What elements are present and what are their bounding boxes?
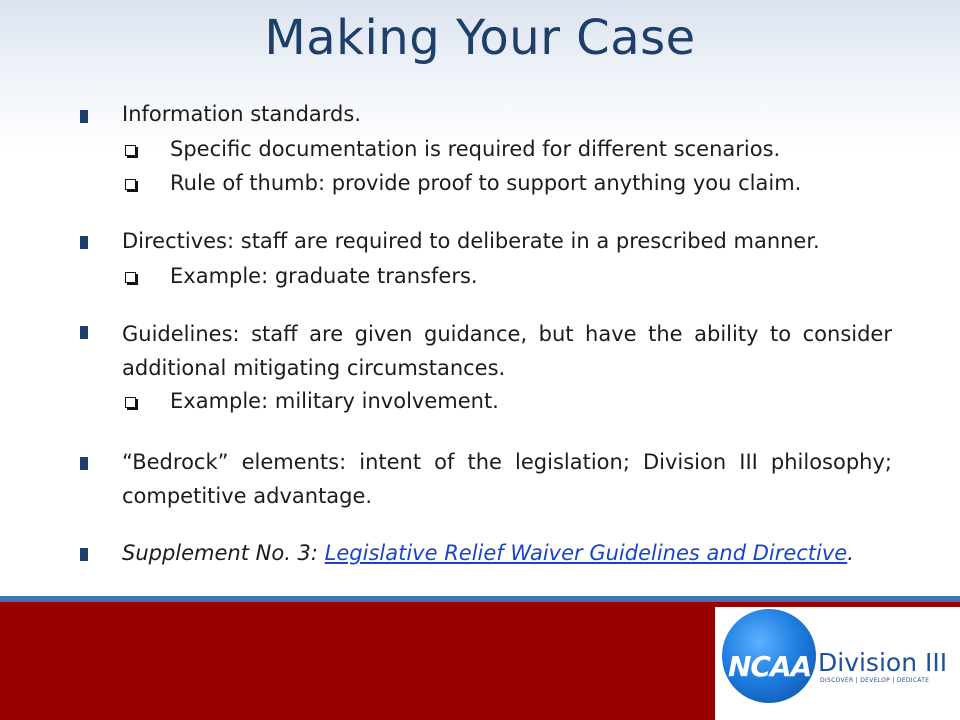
bullet-text: Information standards.: [122, 102, 361, 126]
logo-mark: NCAA: [728, 650, 812, 683]
bullet-square-icon: [80, 457, 88, 470]
logo-tagline: DISCOVER | DEVELOP | DEDICATE: [820, 677, 930, 684]
supplement-line: [122, 541, 854, 565]
checkbox-bullet-icon: [125, 145, 136, 156]
supplement-suffix: .: [847, 541, 854, 565]
sub-bullet-text: Example: graduate transfers.: [170, 264, 478, 288]
bullet-text: Directives: staff are required to deliberate in a prescribed manner.: [122, 229, 820, 253]
bullet-text: “Bedrock” elements: intent of the legislation; Division III philosophy; competitive advantage.: [122, 450, 892, 508]
checkbox-bullet-icon: [125, 179, 136, 190]
bullet-square-icon: [80, 110, 88, 123]
logo-division: Division III: [818, 648, 948, 677]
sub-bullet-text: Specific documentation is required for different scenarios.: [170, 137, 781, 161]
bullet-square-icon: [80, 548, 88, 561]
bullet-text: Guidelines: staff are given guidance, but have the ability to consider additional mitigating circumstances.: [122, 322, 892, 380]
checkbox-bullet-icon: [125, 397, 136, 408]
bullet-square-icon: [80, 326, 88, 339]
waiver-guidelines-link[interactable]: Legislative Relief Waiver Guidelines and Directive: [324, 541, 848, 565]
sub-bullet-text: Rule of thumb: provide proof to support anything you claim.: [170, 171, 802, 195]
slide-title: Making Your Case: [264, 10, 696, 66]
bullet-square-icon: [80, 236, 88, 249]
checkbox-bullet-icon: [125, 272, 136, 283]
supplement-prefix: Supplement No. 3:: [122, 541, 325, 565]
sub-bullet-text: Example: military involvement.: [170, 389, 499, 413]
